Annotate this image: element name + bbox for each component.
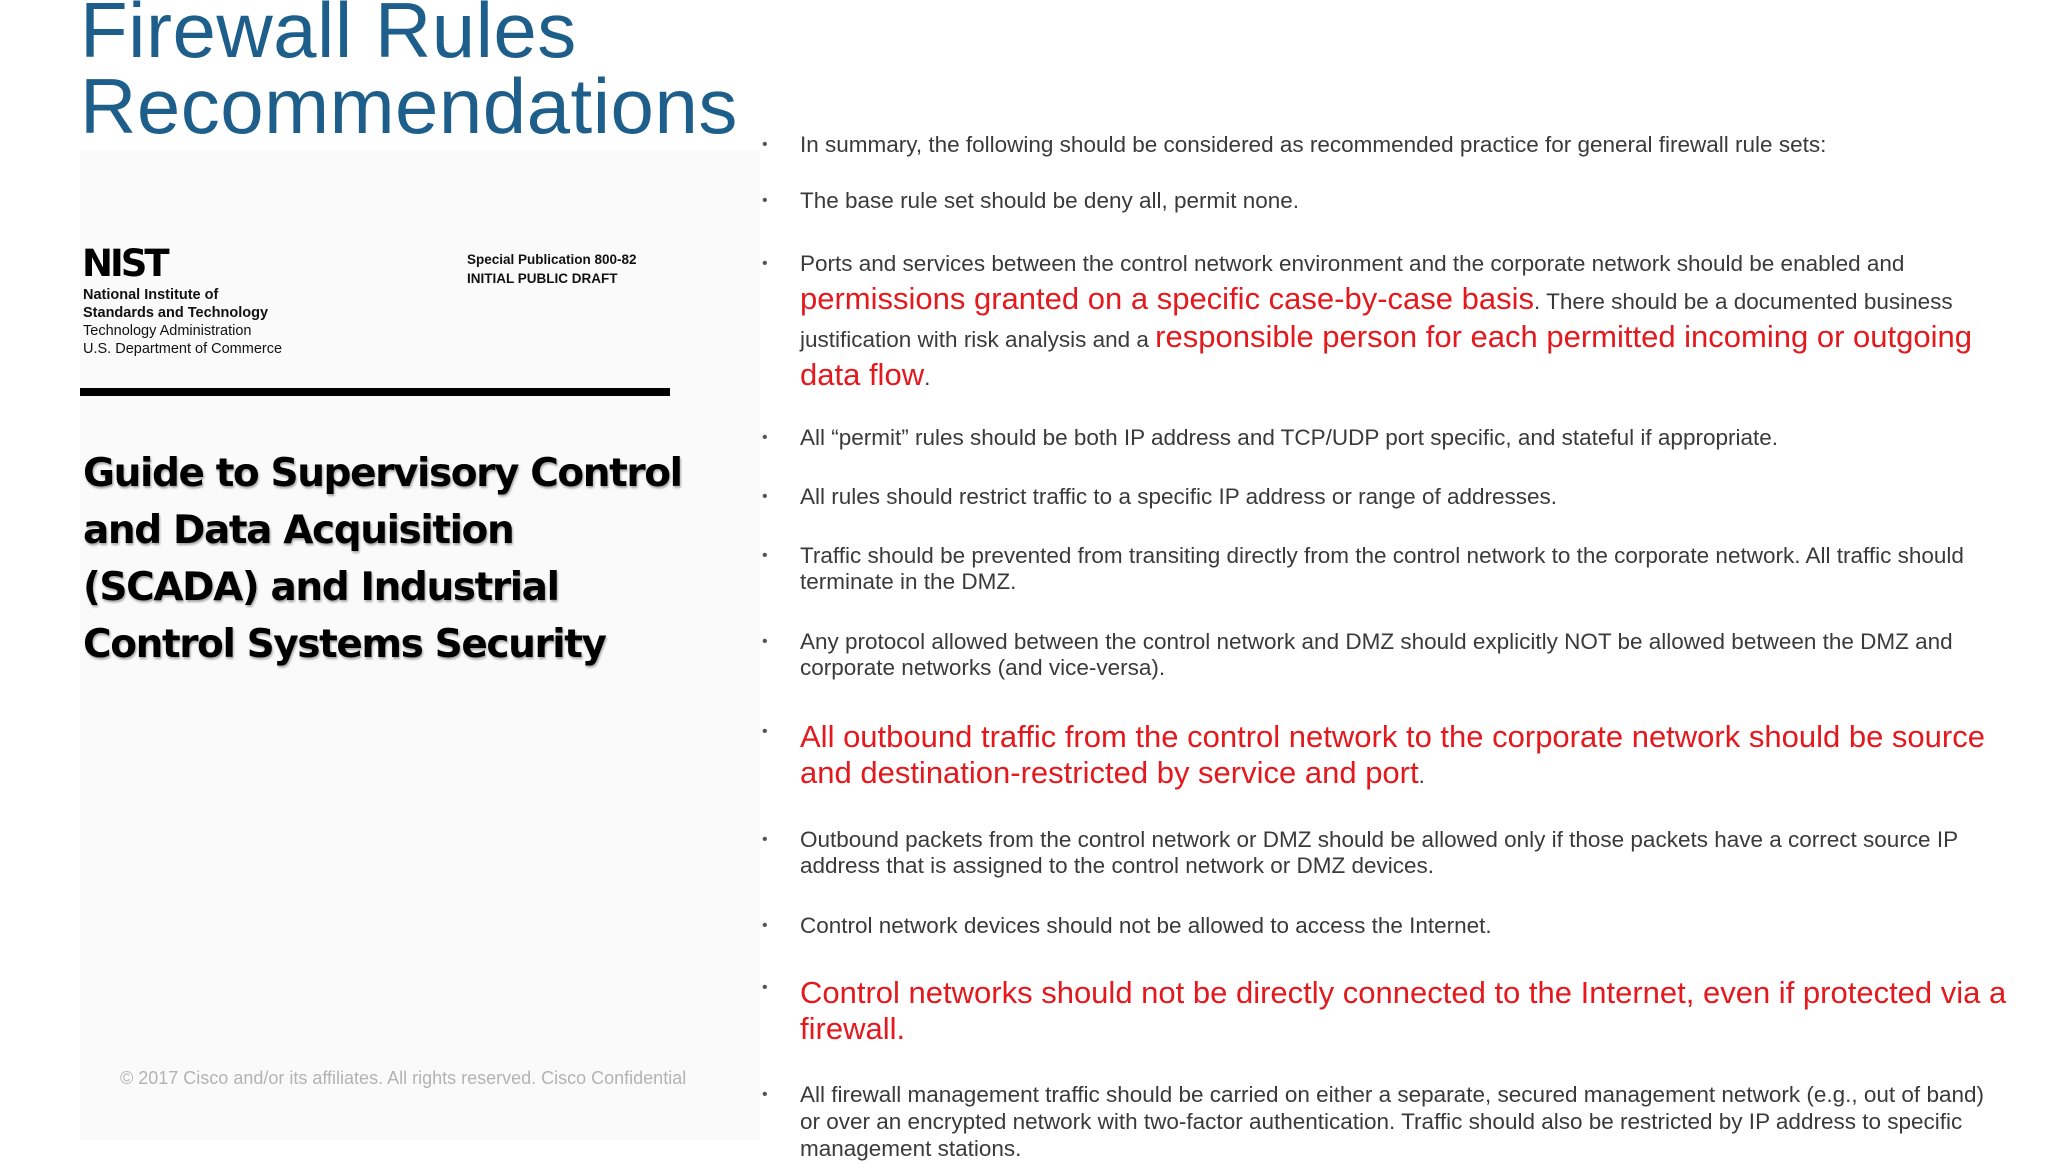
nist-org-line-3: Technology Administration (83, 323, 252, 339)
bullet-internet-access: • Control network devices should not be allowed to access the Internet. (760, 913, 2010, 939)
nist-logo-text: NIST (82, 245, 167, 280)
copyright-footer: © 2017 Cisco and/or its affiliates. All rights reserved. Cisco Confidential (120, 1068, 687, 1088)
bullet-ports-services: • Ports and services between the control network environment and the corporate network should be enabled and permissions granted on a specific case-by-case basis. There should be a documented business justification with risk analysis and a responsible person for each permitted incoming or outgoing data flow. (760, 247, 2010, 395)
bullet-permit-rules: • All “permit” rules should be both IP address and TCP/UDP port specific, and stateful if appropriate. (760, 425, 2010, 451)
nist-cover-image (80, 150, 760, 1140)
highlight-responsible-person: responsible person for each permitted incoming or outgoing data flow (800, 319, 1972, 392)
bullet-direct-connection (760, 975, 2010, 1047)
nist-org-line-4: U.S. Department of Commerce (83, 341, 283, 357)
bullet-outbound-traffic: • All outbound traffic from the control network to the corporate network should be source and destination-restricted by service and port. (760, 719, 2010, 791)
highlight-outbound-traffic: All outbound traffic from the control network to the corporate network should be source and destination-restricted by service and port (800, 719, 1985, 790)
highlight-permissions: permissions granted on a specific case-by-case basis (800, 281, 1535, 316)
nist-organization (83, 286, 282, 358)
bullet-summary: • In summary, the following should be considered as recommended practice for general firewall rule sets: (760, 132, 2010, 158)
publication-number: Special Publication 800-82 (467, 252, 637, 267)
cover-divider (80, 388, 670, 396)
slide-title-line-2: Recommendations (80, 62, 738, 150)
publication-label (467, 250, 637, 288)
guide-title: Guide to Supervisory Control and Data Acquisition (SCADA) and Industrial Control Systems Security (83, 451, 682, 667)
bullet-outbound-packets: • Outbound packets from the control network or DMZ should be allowed only if those packets have a correct source IP address that is assigned to the control network or DMZ devices. (760, 827, 2010, 879)
nist-org-line-1: National Institute of (83, 287, 219, 303)
nist-org-line-2: Standards and Technology (83, 305, 269, 321)
bullet-restrict-traffic: • All rules should restrict traffic to a specific IP address or range of addresses. (760, 484, 2010, 510)
highlight-direct-connection: Control networks should not be directly connected to the Internet, even if protected via a firewall. (800, 975, 2007, 1046)
recommendation-list (760, 132, 2010, 1162)
bullet-prevent-transit: • Traffic should be prevented from transiting directly from the control network to the corporate network. All traffic should terminate in the DMZ. (760, 543, 2010, 595)
bullet-protocol-dmz: • Any protocol allowed between the control network and DMZ should explicitly NOT be allowed between the DMZ and corporate networks (and vice-versa). (760, 629, 2010, 681)
publication-status: INITIAL PUBLIC DRAFT (467, 271, 618, 286)
bullet-base-rule: • The base rule set should be deny all, permit none. (760, 188, 2010, 214)
bullet-management-traffic: • All firewall management traffic should be carried on either a separate, secured management network (e.g., out of band) or over an encrypted network with two-factor authentication. Traffic should also be restricted by IP address to specific management stations. (760, 1081, 2010, 1162)
slide-title-line-1: Firewall Rules (80, 0, 577, 74)
slide-title (80, 0, 738, 150)
nist-logo (82, 245, 194, 280)
